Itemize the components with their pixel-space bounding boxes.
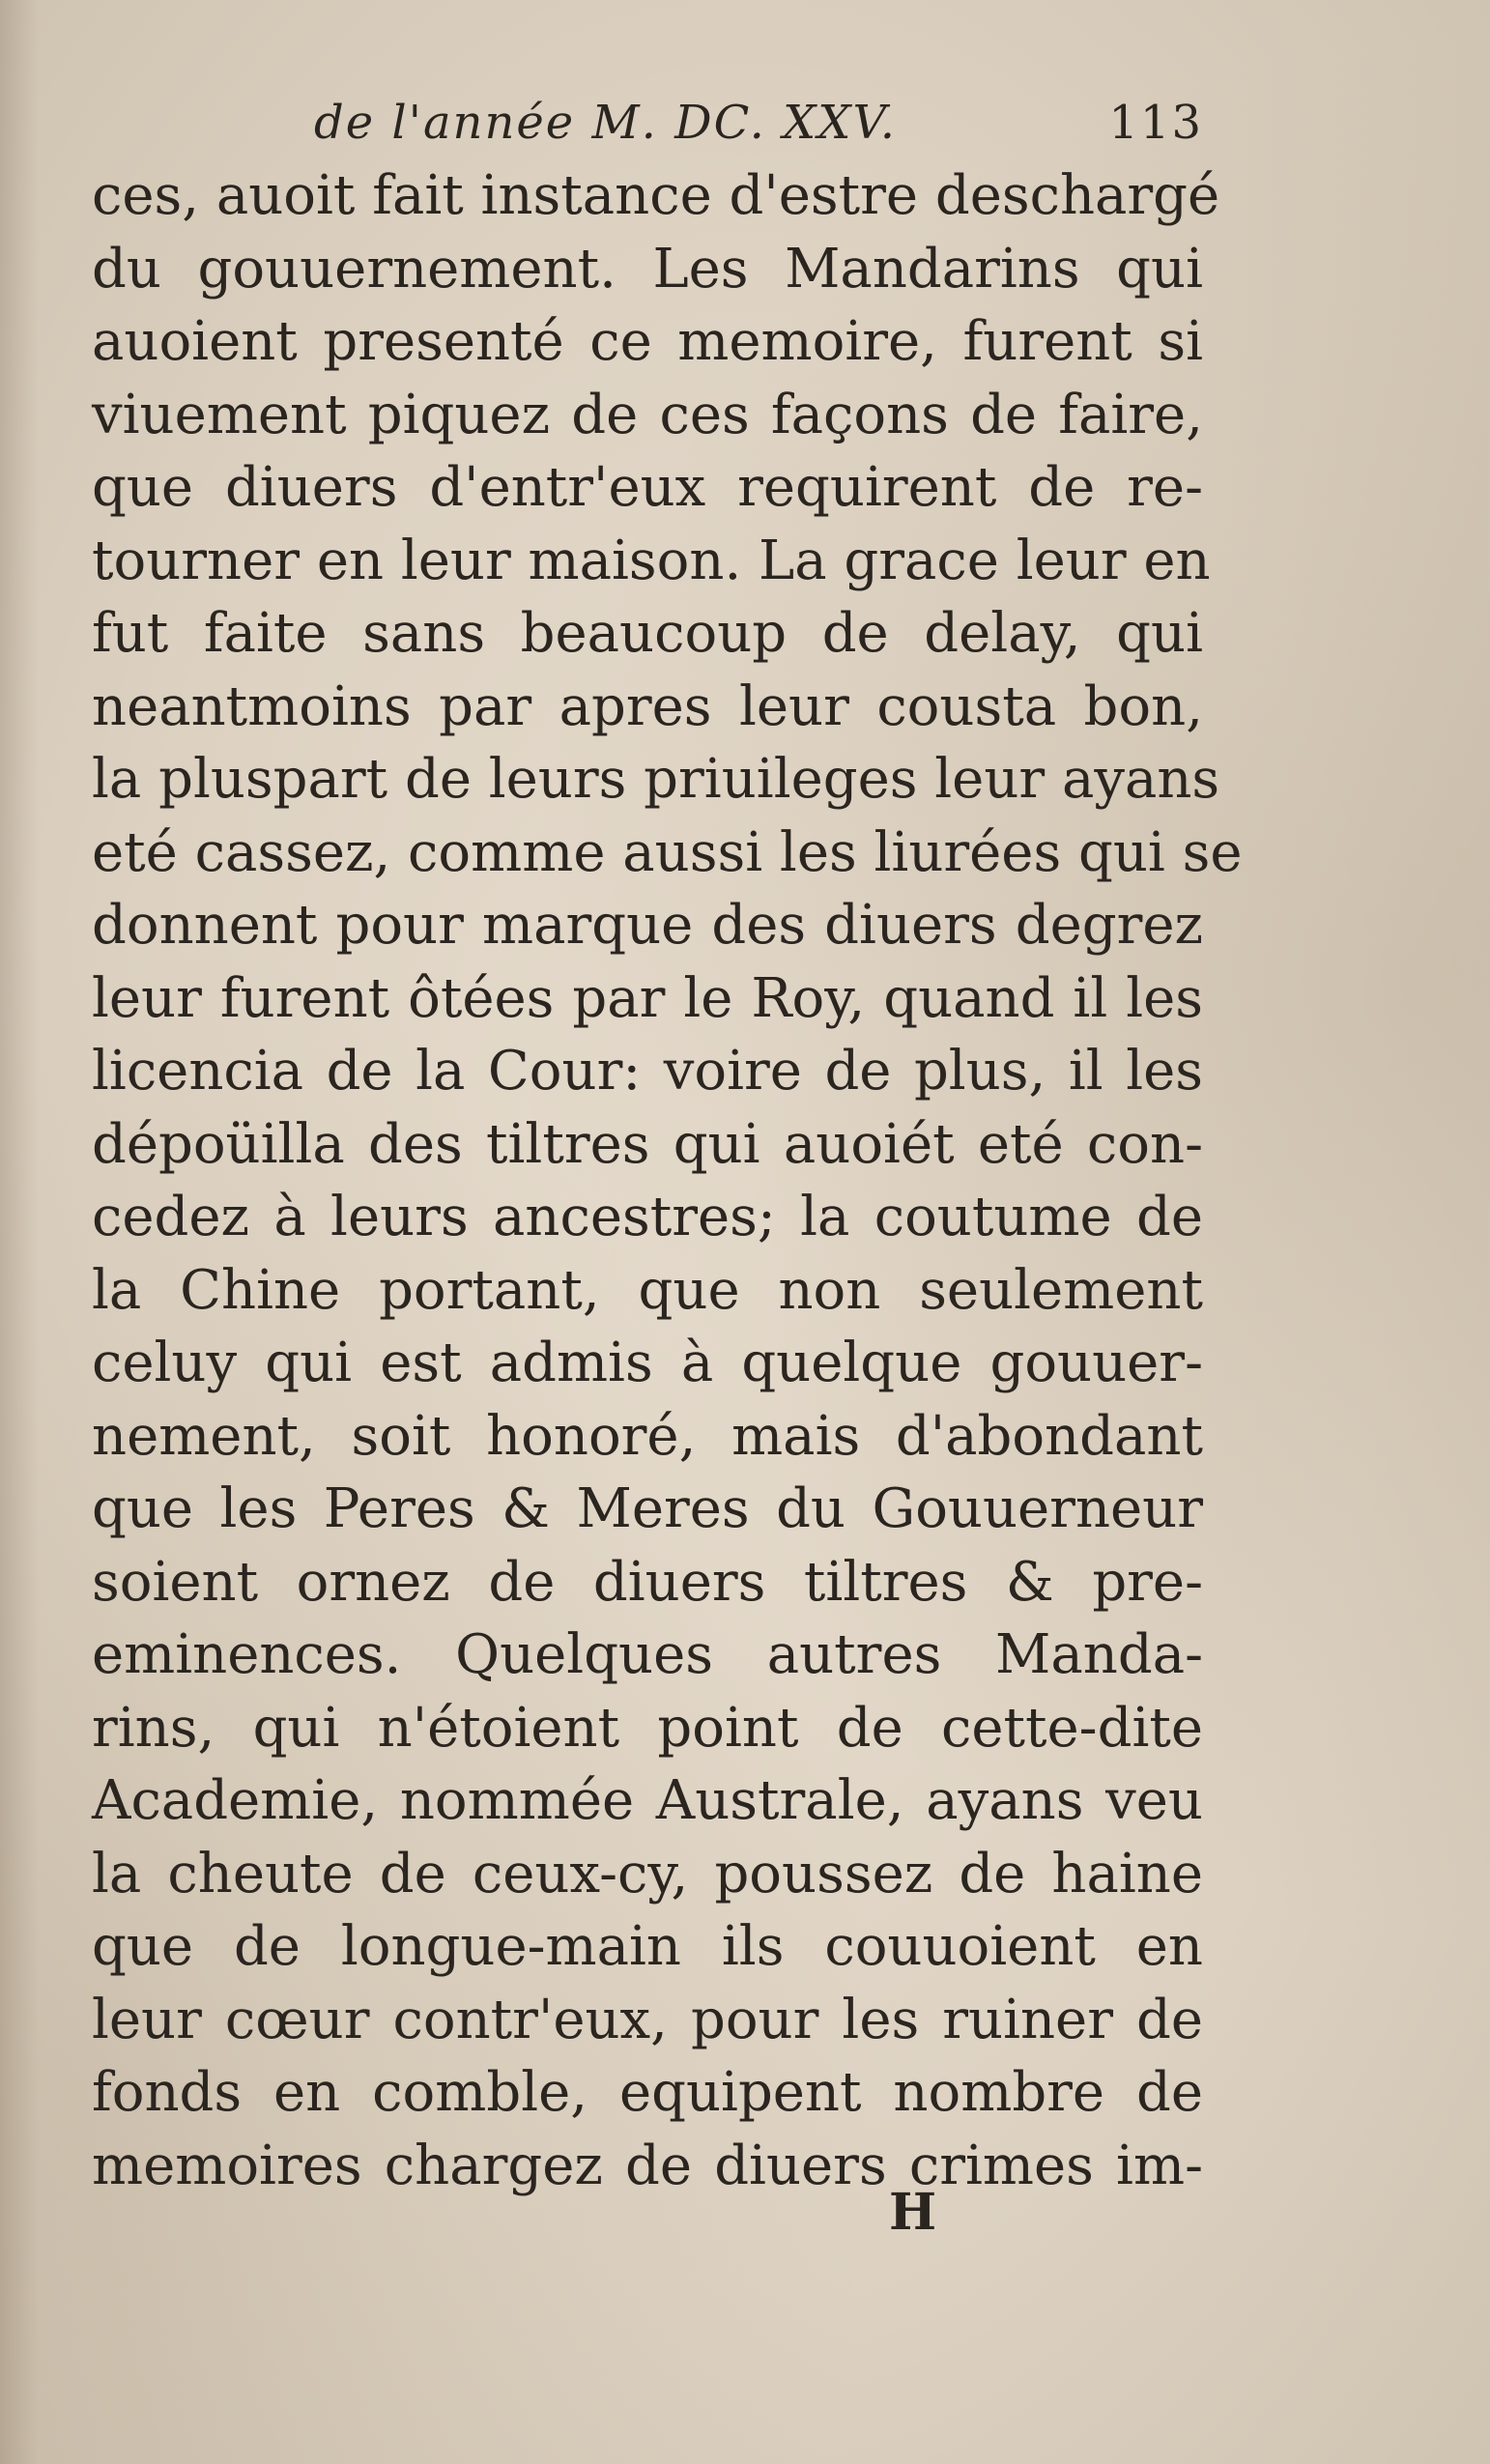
text-line: donnent pour marque des diuers degrez [92,894,1203,957]
text-line: que diuers d'entr'eux requirent de re- [92,456,1203,519]
text-line: tourner en leur maison. La grace leur en [92,529,1211,592]
text-line: cedez à leurs ancestres; la coutume de [92,1186,1203,1248]
text-line: eté cassez, comme aussi les liurées qui se [92,820,1243,884]
text-line: rins, qui n'étoient point de cette-dite [92,1696,1203,1760]
text-line: Academie, nommée Australe, ayans veu [92,1769,1203,1832]
text-line: la Chine portant, que non seulement [92,1258,1203,1322]
page-number: 113 [1108,96,1203,150]
page-header [314,89,1213,157]
text-line: leur cœur contr'eux, pour les ruiner de [92,1988,1203,2051]
text-line: celuy qui est admis à quelque gouuer- [92,1332,1203,1394]
text-line: la pluspart de leurs priuileges leur ayans [92,748,1220,811]
text-line: fonds en comble, equipent nombre de [92,2061,1203,2124]
text-line: memoires chargez de diuers crimes im- [92,2134,1203,2197]
text-line: ces, auoit fait instance d'estre deschargé [92,164,1220,227]
text-line: eminences. Quelques autres Manda- [92,1623,1203,1686]
text-line: fut faite sans beaucoup de delay, qui [92,602,1203,665]
text-line: dépoüilla des tiltres qui auoiét eté con- [92,1112,1203,1176]
text-line: soient ornez de diuers tiltres & pre- [92,1550,1203,1614]
gutter-shadow [0,0,39,2464]
text-line: du gouuernement. Les Mandarins qui [92,237,1203,301]
text-line: neantmoins par apres leur cousta bon, [92,674,1203,738]
signature-mark: H [889,2183,937,2242]
text-line: licencia de la Cour: voire de plus, il les [92,1040,1203,1103]
text-line: nement, soit honoré, mais d'abondant [92,1404,1203,1468]
running-head: de l'année M. DC. XXV. [314,96,898,150]
text-line: la cheute de ceux-cy, poussez de haine [92,1842,1203,1905]
body-text [92,159,1243,2202]
text-line: viuement piquez de ces façons de faire, [92,383,1203,446]
text-line: que les Peres & Meres du Gouuerneur [92,1477,1203,1540]
text-line: leur furent ôtées par le Roy, quand il les [92,966,1203,1030]
text-line: auoient presenté ce memoire, furent si [92,310,1203,373]
text-line: que de longue-main ils couuoient en [92,1915,1203,1978]
